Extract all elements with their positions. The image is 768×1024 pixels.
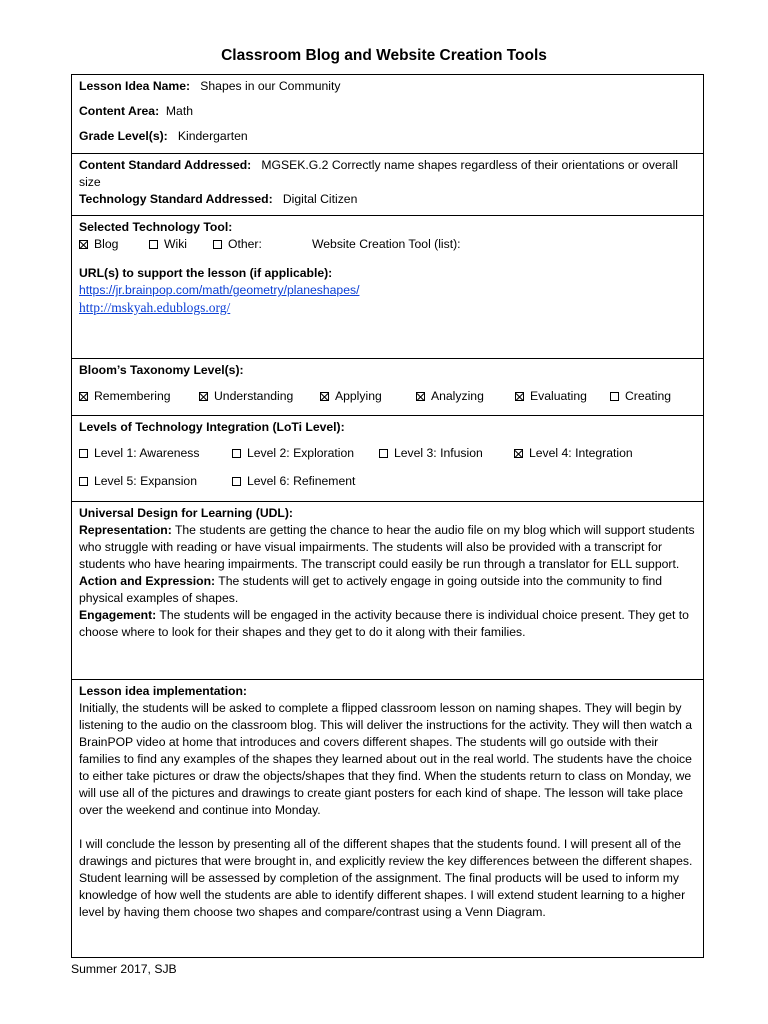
content-standard-label: Content Standard Addressed: — [79, 158, 252, 172]
loti-heading: Levels of Technology Integration (LoTi Level): — [79, 420, 345, 434]
representation-text: The students are getting the chance to hear the audio file on my blog which will support students who struggle with reading or have visual impairments. The students will also be provided with a transcript for students who have hearing impairments. The transcript could easily be run through a translator for ELL support. — [79, 523, 695, 571]
brainpop-link[interactable]: https://jr.brainpop.com/math/geometry/planeshapes/ — [79, 283, 360, 297]
blooms-option-evaluating[interactable] — [515, 388, 610, 405]
implementation-section — [72, 679, 703, 957]
blooms-option-label: Evaluating — [530, 389, 587, 403]
technology-tool-section — [72, 215, 703, 358]
blooms-option-remembering[interactable] — [79, 388, 199, 405]
blooms-option-analyzing[interactable] — [416, 388, 515, 405]
loti-option-level2[interactable] — [232, 445, 379, 462]
lesson-name-value: Shapes in our Community — [200, 79, 341, 93]
url-heading: URL(s) to support the lesson (if applicable): — [79, 266, 333, 280]
blooms-option-label: Creating — [625, 389, 672, 403]
udl-section — [72, 501, 703, 679]
tool-options — [79, 236, 696, 253]
loti-option-label: Level 6: Refinement — [247, 474, 356, 488]
checked-box-icon[interactable] — [416, 392, 425, 401]
checked-box-icon[interactable] — [199, 392, 208, 401]
blooms-options — [79, 388, 696, 405]
tech-standard-label: Technology Standard Addressed: — [79, 192, 273, 206]
representation-label: Representation: — [79, 523, 172, 537]
loti-option-label: Level 2: Exploration — [247, 446, 355, 460]
blooms-option-label: Remembering — [94, 389, 171, 403]
engagement-text: The students will be engaged in the activity because there is individual choice present. They get to choose where to look for their shapes and they get to do it along with their families. — [79, 608, 689, 639]
checkbox-icon[interactable] — [79, 449, 88, 458]
tool-option-label: Wiki — [164, 237, 188, 251]
lesson-plan-table — [71, 74, 704, 958]
content-standard-continued: size — [79, 175, 101, 189]
checked-box-icon[interactable] — [320, 392, 329, 401]
lesson-name-line — [79, 78, 696, 95]
checkbox-icon[interactable] — [232, 477, 241, 486]
lesson-name-label: Lesson Idea Name: — [79, 79, 191, 93]
loti-options-row2 — [79, 473, 696, 490]
blooms-option-understanding[interactable] — [199, 388, 320, 405]
blooms-heading: Bloom’s Taxonomy Level(s): — [79, 363, 244, 377]
checkbox-icon[interactable] — [610, 392, 619, 401]
content-standard-value: MGSEK.G.2 Correctly name shapes regardless of their orientations or overall — [261, 158, 678, 172]
tool-option-label: Other: — [228, 237, 262, 251]
blog-link[interactable]: http://mskyah.edublogs.org/ — [79, 300, 231, 315]
content-area-value: Math — [165, 104, 194, 118]
content-area-label: Content Area: — [79, 104, 160, 118]
checked-box-icon[interactable] — [79, 240, 88, 249]
implementation-paragraph-2: I will conclude the lesson by presenting all of the different shapes that the students found. I will present all of the drawings and pictures that were brought in, and explicitly review the key differences between the different shapes. Student learning will be assessed by completion of the assignment. The final products will be used to inform my knowledge of how well the students are able to identify different shapes. I will extend student learning to a higher level by having them choose two shapes and compare/contrast using a Venn Diagram. — [79, 837, 693, 919]
implementation-paragraph-1: Initially, the students will be asked to complete a flipped classroom lesson on naming shapes. They will begin by listening to the audio on the classroom blog. This will deliver the instructions for the activity. They will then watch a BrainPOP video at home that introduces and covers different shapes. The students will go outside with their families to find any examples of the shapes they learned about out in the real world. The students have the choice to either take pictures or draw the objects/shapes that they find. When the students return to class on Monday, we will use all of the pictures and drawings to create giant posters for each kind of shape. The lesson will take place over the weekend and continue into Monday. — [79, 701, 693, 817]
content-standard-line — [79, 157, 696, 174]
blooms-option-label: Analyzing — [431, 389, 484, 403]
action-expression-label: Action and Expression: — [79, 574, 216, 588]
grade-level-value: Kindergarten — [177, 129, 248, 143]
loti-section — [72, 415, 703, 501]
tool-option-label: Blog — [94, 237, 119, 251]
udl-representation — [79, 522, 696, 573]
checkbox-icon[interactable] — [213, 240, 222, 249]
loti-option-level4[interactable] — [514, 445, 633, 462]
loti-option-label: Level 5: Expansion — [94, 474, 197, 488]
tech-standard-line — [79, 191, 696, 208]
standards-section — [72, 153, 703, 215]
content-area-line — [79, 103, 696, 120]
udl-heading: Universal Design for Learning (UDL): — [79, 506, 293, 520]
loti-option-level5[interactable] — [79, 473, 232, 490]
lesson-info-section — [72, 75, 703, 153]
blooms-option-creating[interactable] — [610, 388, 671, 405]
tech-standard-value: Digital Citizen — [282, 192, 358, 206]
blooms-option-label: Understanding — [214, 389, 294, 403]
tool-option-blog[interactable] — [79, 236, 149, 253]
action-expression-text: The students will get to actively engage in going outside into the community to find physical examples of shapes. — [79, 574, 663, 605]
blooms-option-applying[interactable] — [320, 388, 416, 405]
loti-option-level6[interactable] — [232, 473, 355, 490]
checkbox-icon[interactable] — [79, 477, 88, 486]
loti-option-label: Level 3: Infusion — [394, 446, 483, 460]
checkbox-icon[interactable] — [149, 240, 158, 249]
checked-box-icon[interactable] — [515, 392, 524, 401]
checked-box-icon[interactable] — [514, 449, 523, 458]
tool-heading: Selected Technology Tool: — [79, 220, 233, 234]
blooms-option-label: Applying — [335, 389, 382, 403]
udl-engagement — [79, 607, 696, 641]
tool-option-wiki[interactable] — [149, 236, 213, 253]
engagement-label: Engagement: — [79, 608, 157, 622]
page-footer: Summer 2017, SJB — [71, 962, 177, 976]
grade-level-label: Grade Level(s): — [79, 129, 168, 143]
checked-box-icon[interactable] — [79, 392, 88, 401]
loti-option-label: Level 1: Awareness — [94, 446, 200, 460]
loti-option-level1[interactable] — [79, 445, 232, 462]
website-tool-label: Website Creation Tool (list): — [312, 237, 461, 251]
udl-action-expression — [79, 573, 696, 607]
grade-level-line — [79, 128, 696, 145]
tool-option-other[interactable] — [213, 236, 312, 253]
checkbox-icon[interactable] — [232, 449, 241, 458]
loti-option-level3[interactable] — [379, 445, 514, 462]
loti-options-row1 — [79, 445, 696, 462]
page-title: Classroom Blog and Website Creation Tools — [221, 47, 547, 64]
implementation-heading: Lesson idea implementation: — [79, 684, 247, 698]
blooms-section — [72, 358, 703, 415]
checkbox-icon[interactable] — [379, 449, 388, 458]
loti-option-label: Level 4: Integration — [529, 446, 633, 460]
